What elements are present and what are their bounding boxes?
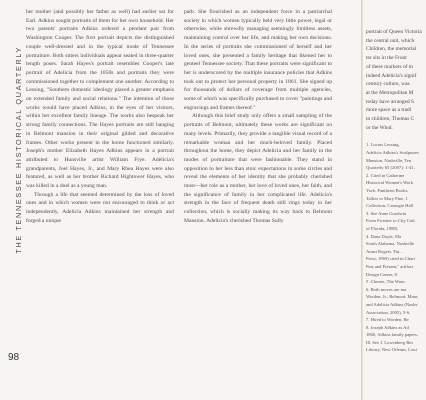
text-line: today have arranged S [366,98,415,105]
endnote-line: Design Center, 8. [366,271,398,277]
text-line: more space as a tradi [366,107,412,114]
text-line: to children, Thomas C [366,116,415,123]
right-page-fragment [366,28,426,354]
body-paragraph: path. She flourished as an independent force in a patriarchal society in which women typically held very little power, legal or otherwise, while shrewdly managing seemingly limitless assets, maintaining control over her life, and making her own decisions. In the series of portraits she commissioned of herself and her loved ones, she presented a family heritage that likened her to genteel Tennessee society. That these portraits were significant to her is underscored by the multiple insurance policies that Adkins took out to protect her personal property in 1861. She signed up for thousands of dollars of coverage from multiple agencies, some of which was specifically purchased to cover "paintings and engravings and frames thereof." [184,9,332,111]
endnote-line: 1. Lucius Lessing, [366,142,400,148]
body-paragraph: her mother (and possibly her father as well) had earlier sat for Earl. Adkins sought portraits of them for her own household. Her two parents' portraits Adkins ordered a pendant pair from Washington Cooper. The first portrait depicts the distinguished couple well-dressed and in the typical mode of Tennessee portraiture. Both sitters individuals appear seated in three-quarter length poses. Sarah Hayes's portrait resembles Cooper's late portrait of Adelicia from the 1850s and portraits they were commissioned together to complement one another. According to Lessing, "Southern domestic ideology placed a greater emphasis on extended family and social relations." The intention of those works would have placed Adkins, in the eyes of her visitors, within her excellent family lineage. The works also bespeak her strong family connections. The Hayes portraits are still hanging in Belmont mansion in their original gilded and decorative frames. Other works present in the home functioned similarly. Joseph's mother Elizabeth Hayes Adkins appears in a portrait attributed to Hunsville artist William Frye. Adelicia's grandparents, Joel Hayes, Jr., and Mary Rhea Hayes were also featured, as well as her brother Richard Hightower Hayes, who was killed in a duel as a young man. [26,9,174,190]
endnote-line: South Alabama, Nashville [366,241,415,247]
endnotes [366,141,426,354]
text-line: Children, the memorial [366,46,417,53]
endnote-line: 1860, Adkins family papers, [366,332,418,338]
endnote-line: 6. Both moves are ma [366,286,407,292]
endnote-line: Adelicia Adkins's Sculptures [366,150,419,156]
text-line: at the Metropolitan M [366,89,414,96]
text-line: ter sits in the Front [366,55,407,62]
text-line: century culture, was [366,81,410,88]
endnote-line: 5. Chester, The Wom [366,279,405,285]
endnote-line: and Adelicia Adkins (Nashv [366,301,418,307]
middle-text-column [184,8,332,226]
endnote-line: From Frontier to City Cult [366,218,415,224]
endnote-line: Press, 1969) cited in Chari [366,256,415,262]
right-page-lines [366,28,426,132]
endnote-line: Mansion, Nashville, Ten [366,157,412,163]
endnote-line: 7. Hired to Worden, Be [366,317,409,323]
endnote-line: Historical Women's Work [366,180,414,186]
endnote-line: Ill. See J. Lowenberg Res [366,339,414,345]
endnote-line: York: Pantheon Books, [366,188,409,193]
endnote-line: Tallies to Mary Pine, 1 [366,195,408,201]
endnote-line: of Florida, 1988). [366,225,399,231]
endnote-line: Quarterly 65 (2007): 1-41. [366,165,415,171]
body-paragraph: Through a life that seemed determined by the loss of loved ones and in which women were not encouraged to think or act independently, Adelicia Adkins maintained her strength and forged a unique [26,191,174,224]
page-number: 98 [8,352,20,363]
text-line: indeed Adelicia's signif [366,72,417,79]
text-line: of these markers of m [366,63,414,70]
text-line: portrait of Queen Victoria [366,29,422,35]
body-paragraph: Although this brief study only offers a small sampling of the portraits of Belmont, ultimately these works are significant on many levels. Primarily, they provide a tangible visual record of a remarkable woman and her much-beloved family. Placed throughout the home, they depict Adelicia and her family in the modes of portraiture that were fashionable. They stand in opposition to her less than stoic expectations in some circles and reveal the elements of her identity that she probably cherished most—her role as a mother, her love of loved ones, her faith, and the significance of family in her complicated life. Adelicia's strength in the face of frequent death still rings today in her collection, which is socially making its way back to Belmont Mansion. Adelicia's cherished Thomas Sully [184,113,332,224]
endnote-line: 8. Joseph Adkins as Ad [366,324,409,330]
endnote-line: Collection, Carnegie Hall [366,203,414,209]
endnote-line: Worden, Jr., Belmont: Mans [366,294,418,300]
endnote-line: 3. See Anne Goodwin [366,210,407,216]
endnote-line: Library, New Orleans, Loui [366,347,417,353]
endnote-line: 4. Dana Doyle, Ma [366,233,402,239]
journal-title: THE TENNESSEE HISTORICAL QUARTERLY [14,46,23,254]
text-line: the central unit, which [366,37,415,44]
endnote-line: Avant Rogers. Pat... [366,248,403,254]
endnote-line: Past and Present," artifact [366,263,414,269]
left-text-column [26,8,174,226]
text-line: or the Wind. [366,124,393,131]
endnote-line: 2. Cited in Catherine [366,172,405,178]
endnote-line: Association, 2005), 5-6. [366,309,411,315]
